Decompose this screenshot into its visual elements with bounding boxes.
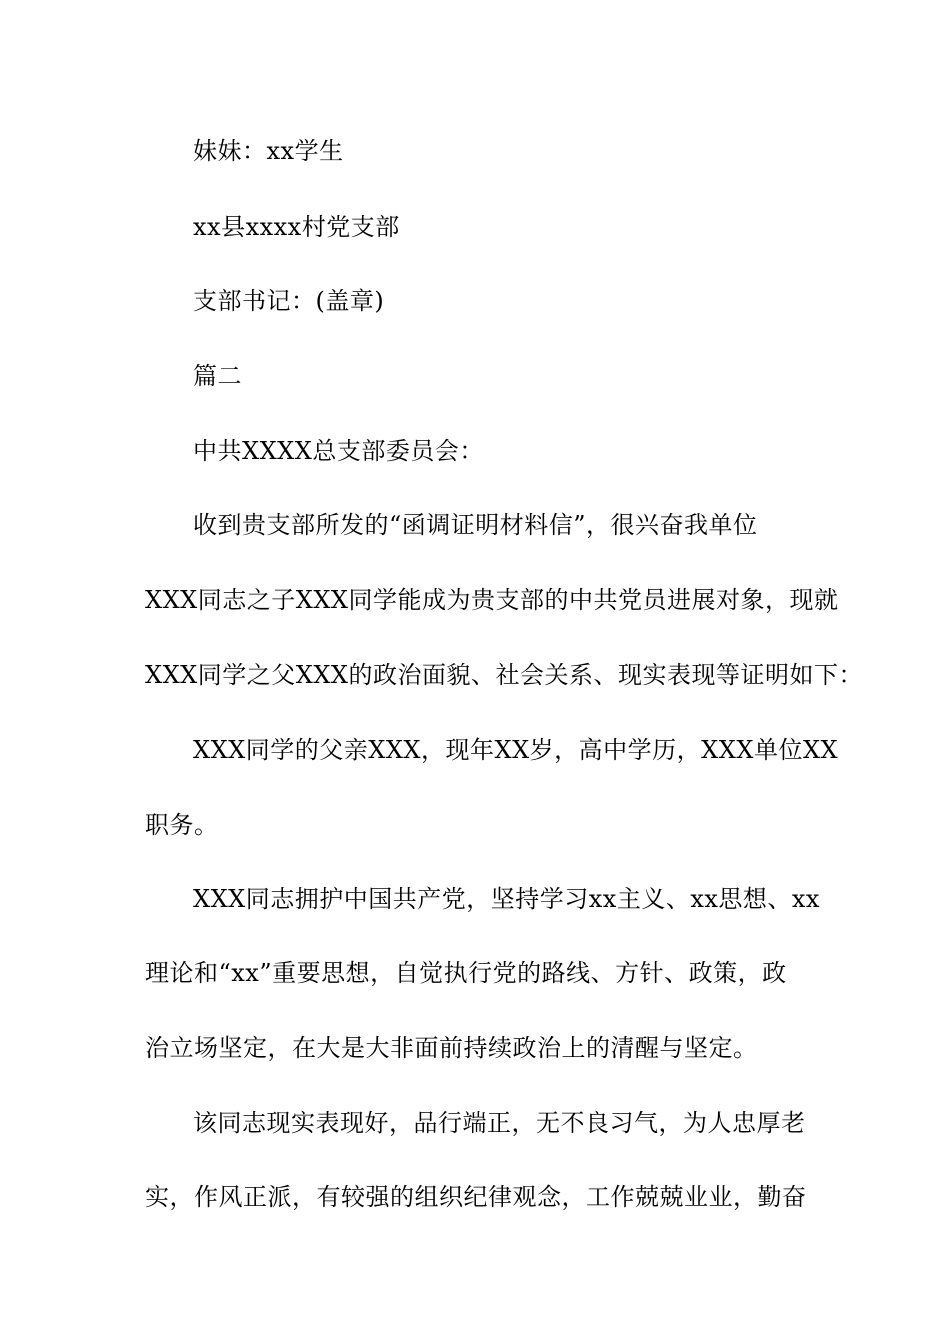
- paragraph-3-line-3: 治立场坚定，在大是大非面前持续政治上的清醒与坚定。: [145, 1034, 758, 1062]
- paragraph-4-line-2: 实，作风正派，有较强的组织纪律观念，工作兢兢业业，勤奋: [145, 1183, 807, 1211]
- paragraph-2-line-1: XXX同学的父亲XXX，现年XX岁，高中学历，XXX单位XX: [193, 736, 839, 764]
- text-line-branch: xx县xxxx村党支部: [193, 213, 400, 241]
- paragraph-1-line-3: XXX同学之父XXX的政治面貌、社会关系、现实表现等证明如下：: [145, 661, 864, 689]
- paragraph-3-line-1: XXX同志拥护中国共产党，坚持学习xx主义、xx思想、xx: [193, 885, 820, 913]
- paragraph-1-line-1: 收到贵支部所发的“函调证明材料信”，很兴奋我单位: [193, 511, 758, 539]
- paragraph-2-line-2: 职务。: [145, 811, 219, 839]
- text-line-salutation: 中共XXXX总支部委员会：: [193, 437, 484, 465]
- paragraph-1-line-2: XXX同志之子XXX同学能成为贵支部的中共党员进展对象，现就: [145, 586, 839, 614]
- text-line-secretary: 支部书记：(盖章): [193, 287, 385, 315]
- paragraph-4-line-1: 该同志现实表现好，品行端正，无不良习气，为人忠厚老: [193, 1109, 806, 1137]
- text-line-sister: 妹妹：xx学生: [193, 137, 344, 165]
- section-heading: 篇二: [193, 362, 242, 390]
- paragraph-3-line-2: 理论和“xx”重要思想，自觉执行党的路线、方针、政策，政: [145, 959, 787, 987]
